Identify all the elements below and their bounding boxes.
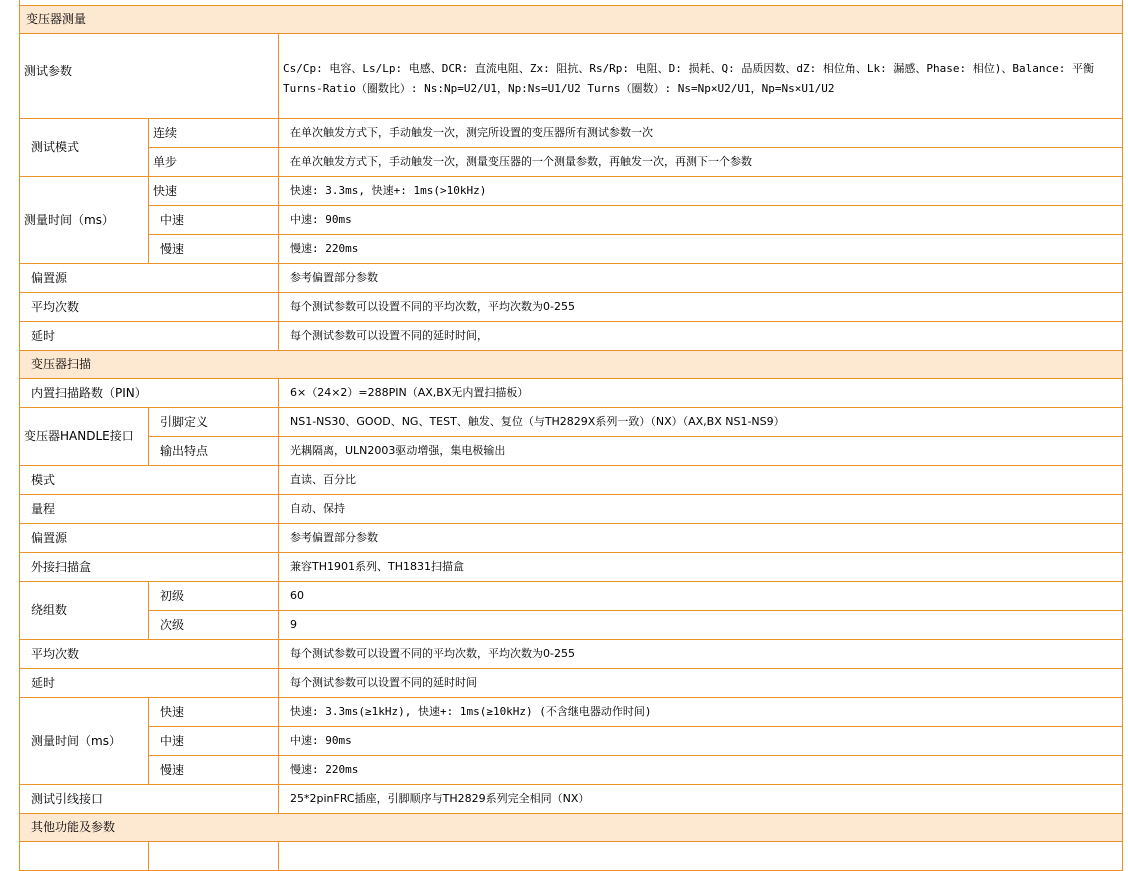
row-sublabel: 单步 — [149, 147, 279, 176]
table-row — [20, 697, 1123, 726]
row-value: 60 — [279, 581, 1123, 610]
table-row — [20, 755, 1123, 784]
row-label: 测量时间（ms） — [20, 697, 149, 784]
row-label: 测试引线接口 — [20, 784, 279, 813]
row-label: 测量时间（ms） — [20, 176, 149, 263]
row-value: 25*2pinFRC插座，引脚顺序与TH2829系列完全相同（NX） — [279, 784, 1123, 813]
row-value: 中速: 90ms — [279, 205, 1123, 234]
row-value: 每个测试参数可以设置不同的延时时间， — [279, 321, 1123, 350]
table-row — [20, 263, 1123, 292]
row-value: 9 — [279, 610, 1123, 639]
row-sublabel: 快速 — [149, 176, 279, 205]
row-value: 每个测试参数可以设置不同的延时时间 — [279, 668, 1123, 697]
table-row — [20, 639, 1123, 668]
row-label: 绕组数 — [20, 581, 149, 639]
row-value: 每个测试参数可以设置不同的平均次数，平均次数为0-255 — [279, 639, 1123, 668]
section-transformer-measure: 变压器测量 — [20, 5, 1123, 33]
table-row — [20, 494, 1123, 523]
row-sublabel: 初级 — [149, 581, 279, 610]
cutoff-cell — [20, 841, 149, 870]
test-params-line2: Turns-Ratio（圈数比）: Ns:Np=U2/U1，Np:Ns=U1/U2 Turns（圈数）: Ns=Np×U2/U1，Np=Ns×U1/U2 — [283, 81, 835, 95]
table-row — [20, 378, 1123, 407]
row-value: 每个测试参数可以设置不同的平均次数，平均次数为0-255 — [279, 292, 1123, 321]
row-value: 中速: 90ms — [279, 726, 1123, 755]
table-row — [20, 726, 1123, 755]
row-value: NS1-NS30、GOOD、NG、TEST、触发、复位（与TH2829X系列一致）（NX）（AX,BX NS1-NS9） — [279, 407, 1123, 436]
section-other: 其他功能及参数 — [20, 813, 1123, 841]
table-row — [20, 176, 1123, 205]
row-value: 快速: 3.3ms, 快速+: 1ms(>10kHz) — [279, 176, 1123, 205]
row-label: 延时 — [20, 668, 279, 697]
table-row — [20, 523, 1123, 552]
table-row — [20, 118, 1123, 147]
row-value: 参考偏置部分参数 — [279, 523, 1123, 552]
table-row — [20, 552, 1123, 581]
section-row — [20, 5, 1123, 33]
table-row — [20, 784, 1123, 813]
table-row — [20, 407, 1123, 436]
row-sublabel: 中速 — [149, 205, 279, 234]
row-value: 慢速: 220ms — [279, 234, 1123, 263]
row-label: 平均次数 — [20, 292, 279, 321]
row-value: 直读、百分比 — [279, 465, 1123, 494]
cutoff-cell — [149, 841, 279, 870]
table-row — [20, 33, 1123, 118]
row-label: 外接扫描盒 — [20, 552, 279, 581]
row-value: 在单次触发方式下，手动触发一次，测完所设置的变压器所有测试参数一次 — [279, 118, 1123, 147]
table-row — [20, 292, 1123, 321]
row-value: 6×（24×2）=288PIN（AX,BX无内置扫描板） — [279, 378, 1123, 407]
row-label: 延时 — [20, 321, 279, 350]
table-row — [20, 581, 1123, 610]
row-value: 光耦隔离，ULN2003驱动增强，集电极输出 — [279, 436, 1123, 465]
row-label: 量程 — [20, 494, 279, 523]
table-row — [20, 205, 1123, 234]
row-sublabel: 慢速 — [149, 755, 279, 784]
row-label: 测试模式 — [20, 118, 149, 176]
section-transformer-scan: 变压器扫描 — [20, 350, 1123, 378]
row-value: 在单次触发方式下，手动触发一次，测量变压器的一个测量参数，再触发一次，再测下一个参数 — [279, 147, 1123, 176]
row-value: 快速: 3.3ms(≥1kHz), 快速+: 1ms(≥10kHz) (不含继电器动作时间) — [279, 697, 1123, 726]
row-value: 兼容TH1901系列、TH1831扫描盒 — [279, 552, 1123, 581]
table-row — [20, 841, 1123, 870]
section-row — [20, 350, 1123, 378]
row-sublabel: 连续 — [149, 118, 279, 147]
section-row — [20, 813, 1123, 841]
spec-table — [19, 0, 1123, 871]
row-value — [279, 33, 1123, 118]
row-label: 偏置源 — [20, 523, 279, 552]
test-params-line1: Cs/Cp: 电容、Ls/Lp: 电感、DCR: 直流电阻、Zx: 阻抗、Rs/Rp: 电阻、D: 损耗、Q: 品质因数、dZ: 相位角、Lk: 漏感、Phase: 相位)、Balance: 平衡 — [283, 61, 1094, 75]
table-row — [20, 668, 1123, 697]
row-label: 测试参数 — [20, 33, 279, 118]
row-sublabel: 快速 — [149, 697, 279, 726]
cutoff-cell — [279, 841, 1123, 870]
row-label: 模式 — [20, 465, 279, 494]
row-label: 平均次数 — [20, 639, 279, 668]
row-sublabel: 中速 — [149, 726, 279, 755]
table-row — [20, 610, 1123, 639]
row-sublabel: 慢速 — [149, 234, 279, 263]
row-sublabel: 次级 — [149, 610, 279, 639]
row-label: 偏置源 — [20, 263, 279, 292]
row-label: 内置扫描路数（PIN） — [20, 378, 279, 407]
row-sublabel: 引脚定义 — [149, 407, 279, 436]
row-sublabel: 输出特点 — [149, 436, 279, 465]
row-label: 变压器HANDLE接口 — [20, 407, 149, 465]
row-value: 自动、保持 — [279, 494, 1123, 523]
row-value: 参考偏置部分参数 — [279, 263, 1123, 292]
table-row — [20, 465, 1123, 494]
table-row — [20, 321, 1123, 350]
table-row — [20, 234, 1123, 263]
row-value: 慢速: 220ms — [279, 755, 1123, 784]
table-row — [20, 436, 1123, 465]
table-row — [20, 147, 1123, 176]
